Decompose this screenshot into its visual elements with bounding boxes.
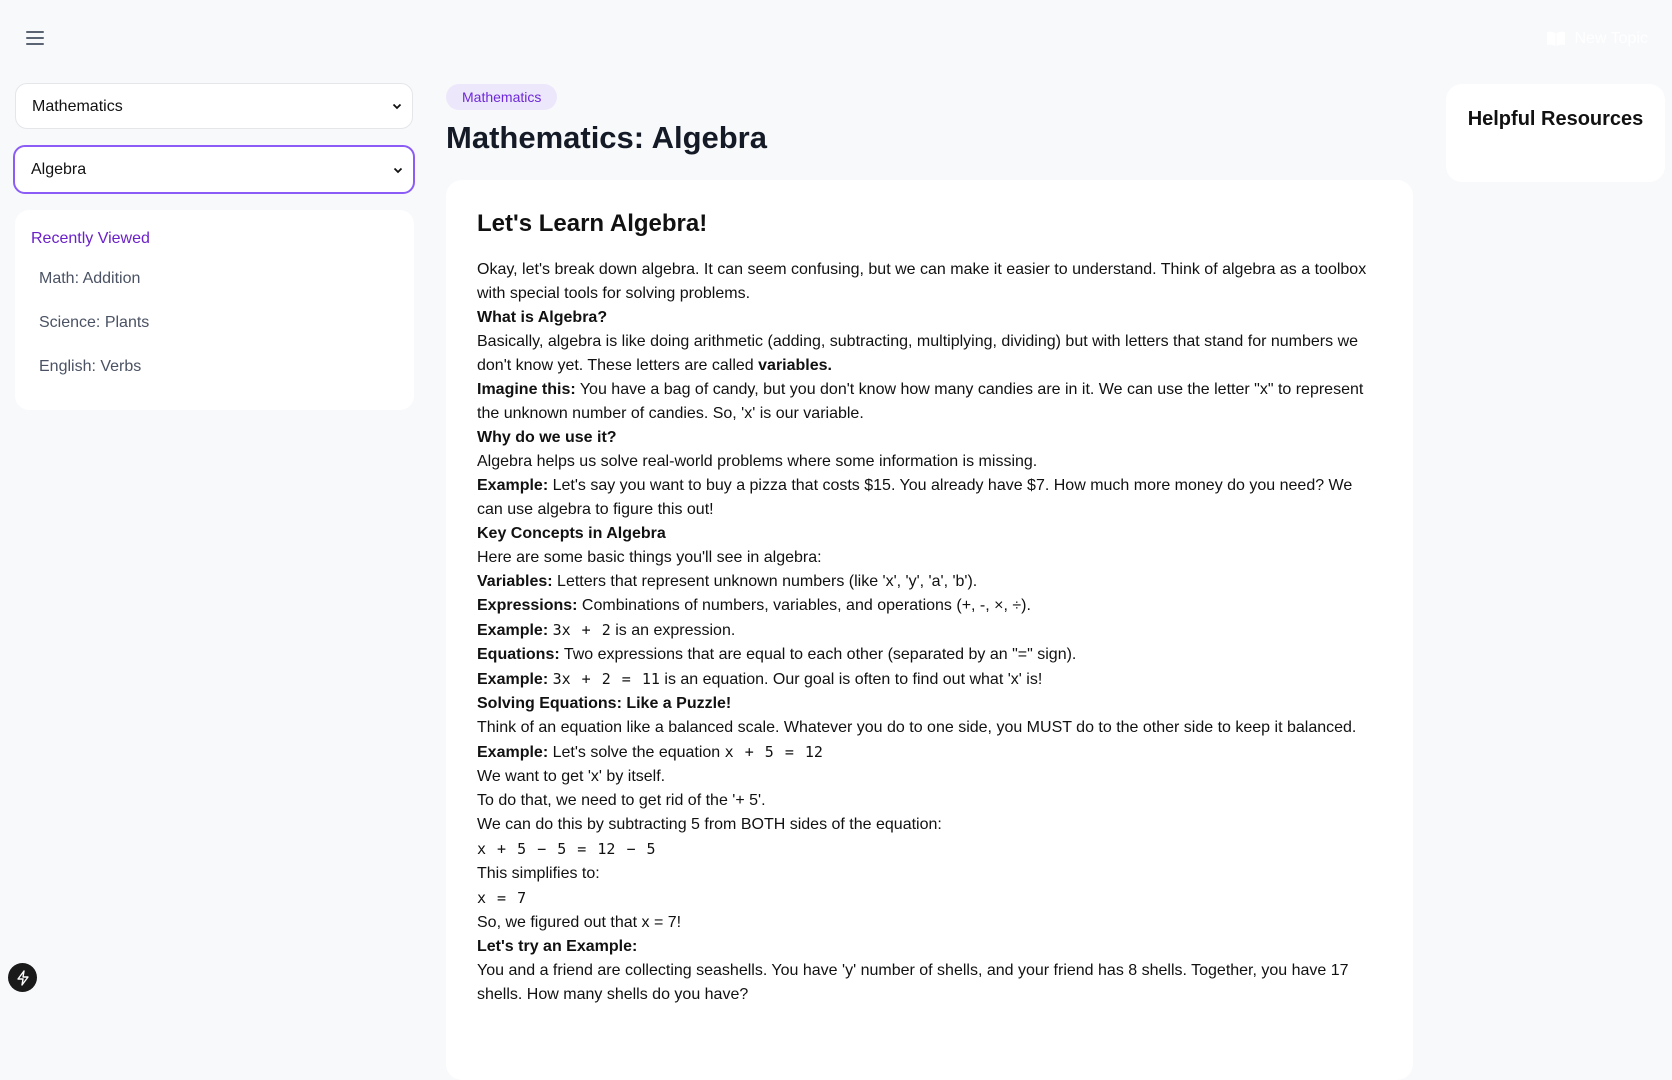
- line-text: Let's solve the equation: [548, 744, 725, 761]
- new-topic-label: New Topic: [1574, 30, 1648, 47]
- line-text: You have a bag of candy, but you don't know how many candies are in it. We can use the letter "x" to represent the unknown number of candies. So, 'x' is our variable.: [477, 381, 1364, 422]
- lesson-line: [477, 643, 1382, 667]
- lesson-body: [477, 258, 1382, 1007]
- line-text: To do that, we need to get rid of the '+ 5'.: [477, 792, 766, 809]
- main-content: [446, 84, 1413, 1080]
- line-text: Let's say you want to buy a pizza that costs $15. You already have $7. How much more money do you need? We can use algebra to figure this out!: [477, 477, 1353, 518]
- line-text: Basically, algebra is like doing arithmetic (adding, subtracting, multiplying, dividing) but with letters that stand for numbers we don't know yet. These letters are called: [477, 333, 1359, 374]
- lightning-bolt-icon: [16, 970, 30, 986]
- subject-select[interactable]: [16, 84, 412, 128]
- bold-label: What is Algebra?: [477, 309, 608, 326]
- bold-label: variables.: [758, 357, 832, 374]
- line-text: is an expression.: [610, 622, 736, 639]
- lesson-line: [477, 474, 1382, 522]
- lesson-line: [477, 911, 1382, 935]
- lesson-line: [477, 618, 1382, 643]
- line-text: This simplifies to:: [477, 865, 600, 882]
- recently-viewed-title: Recently Viewed: [31, 230, 150, 247]
- lesson-line: [477, 522, 1382, 546]
- line-text: We want to get 'x' by itself.: [477, 768, 666, 785]
- lesson-line: [477, 667, 1382, 692]
- lesson-line: [477, 330, 1382, 378]
- math-expression: x + 5 = 12: [724, 743, 823, 761]
- bold-label: Let's try an Example:: [477, 938, 638, 955]
- recent-item[interactable]: English: Verbs: [39, 358, 142, 375]
- lesson-heading: Let's Learn Algebra!: [477, 210, 708, 237]
- subject-badge: Mathematics: [446, 84, 557, 110]
- bold-label: Variables:: [477, 573, 553, 590]
- line-text: Letters that represent unknown numbers (like 'x', 'y', 'a', 'b').: [552, 573, 978, 590]
- lesson-line: [477, 594, 1382, 618]
- header: [0, 0, 1672, 78]
- lesson-line: [477, 789, 1382, 813]
- lesson-line: [477, 258, 1382, 306]
- topic-select-wrapper: [13, 145, 415, 194]
- line-text: You and a friend are collecting seashells. You have 'y' number of shells, and your friend has 8 shells. Together, you have 17 shells. How many shells do you have?: [477, 962, 1349, 1003]
- lesson-line: [477, 862, 1382, 886]
- quick-action-button[interactable]: [8, 963, 37, 992]
- line-text: Think of an equation like a balanced scale. Whatever you do to one side, you MUST do to the other side to keep it balanced.: [477, 719, 1357, 736]
- recent-item[interactable]: Math: Addition: [39, 270, 141, 287]
- line-text: Two expressions that are equal to each other (separated by an "=" sign).: [559, 646, 1077, 663]
- helpful-resources-title: Helpful Resources: [1467, 108, 1644, 130]
- lesson-card: [446, 180, 1413, 1080]
- math-expression: 3x + 2 = 11: [552, 670, 660, 688]
- math-expression: x + 5 − 5 = 12 − 5: [477, 840, 656, 858]
- bold-label: Imagine this:: [477, 381, 576, 398]
- hamburger-icon-bar: [26, 37, 44, 39]
- lesson-line: [477, 692, 1382, 716]
- lesson-line: [477, 765, 1382, 789]
- line-text: is an equation. Our goal is often to find out what 'x' is!: [659, 671, 1043, 688]
- lesson-line: [477, 570, 1382, 594]
- line-text: So, we figured out that x = 7!: [477, 914, 682, 931]
- lesson-line: [477, 935, 1382, 959]
- recent-item[interactable]: Science: Plants: [39, 314, 150, 331]
- bold-label: Solving Equations: Like a Puzzle!: [477, 695, 732, 712]
- bold-label: Equations:: [477, 646, 560, 663]
- recently-viewed-card: [15, 210, 414, 410]
- lesson-line: [477, 716, 1382, 740]
- lesson-line: [477, 886, 1382, 911]
- lesson-line: [477, 378, 1382, 426]
- lesson-line: [477, 426, 1382, 450]
- lesson-line: [477, 959, 1382, 1007]
- hamburger-icon-bar: [26, 31, 44, 33]
- bold-label: Why do we use it?: [477, 429, 617, 446]
- bold-label: Example:: [477, 744, 549, 761]
- lesson-line: [477, 813, 1382, 837]
- subject-select-wrapper: [15, 83, 413, 129]
- math-expression: x = 7: [477, 889, 527, 907]
- page-title: Mathematics: Algebra: [446, 120, 767, 155]
- bold-label: Key Concepts in Algebra: [477, 525, 666, 542]
- book-open-icon: [1546, 31, 1566, 47]
- line-text: Algebra helps us solve real-world problems where some information is missing.: [477, 453, 1038, 470]
- lesson-line: [477, 450, 1382, 474]
- lesson-line: [477, 306, 1382, 330]
- lesson-line: [477, 740, 1382, 765]
- line-text: Combinations of numbers, variables, and operations (+, -, ×, ÷).: [577, 597, 1031, 614]
- line-text: Here are some basic things you'll see in algebra:: [477, 549, 822, 566]
- lesson-line: [477, 837, 1382, 862]
- hamburger-menu-button[interactable]: [24, 28, 46, 48]
- line-text: Okay, let's break down algebra. It can seem confusing, but we can make it easier to understand. Think of algebra as a toolbox with special tools for solving problems.: [477, 261, 1367, 302]
- new-topic-button[interactable]: [1546, 26, 1648, 52]
- helpful-resources-panel: [1446, 84, 1665, 182]
- bold-label: Example:: [477, 477, 549, 494]
- topic-select[interactable]: [15, 147, 413, 192]
- hamburger-icon-bar: [26, 43, 44, 45]
- sidebar: [15, 83, 415, 410]
- lesson-line: [477, 546, 1382, 570]
- bold-label: Expressions:: [477, 597, 578, 614]
- math-expression: 3x + 2: [552, 621, 611, 639]
- line-text: We can do this by subtracting 5 from BOTH sides of the equation:: [477, 816, 942, 833]
- bold-label: Example:: [477, 622, 549, 639]
- bold-label: Example:: [477, 671, 549, 688]
